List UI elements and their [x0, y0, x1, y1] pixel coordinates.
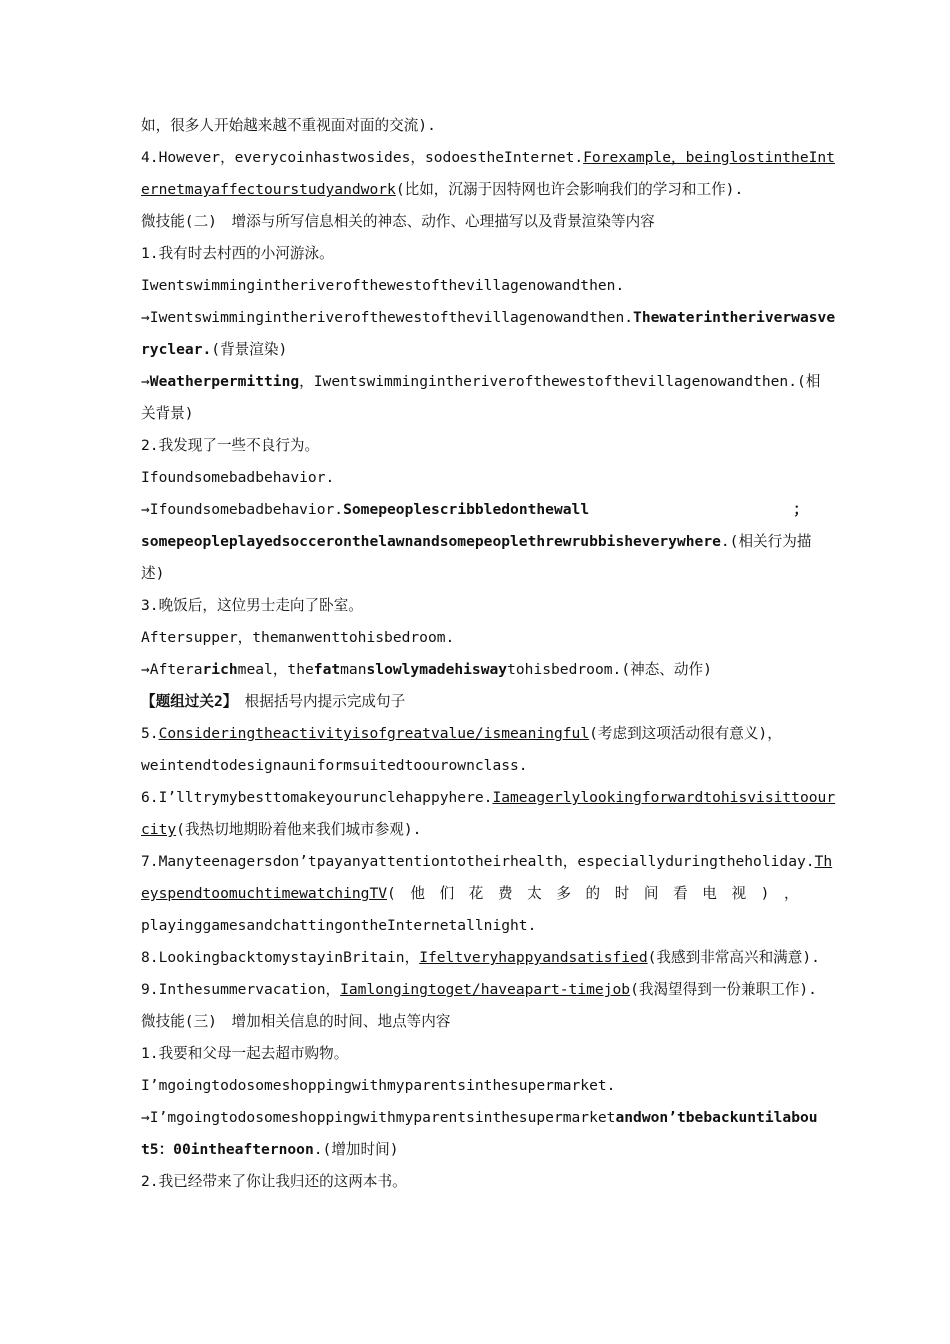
text-line — [141, 852, 833, 872]
text-line — [141, 180, 811, 200]
text-segment: meal，the — [237, 661, 314, 678]
text-segment: →Aftera — [141, 661, 203, 678]
text-line — [141, 1108, 818, 1128]
text-segment: (背景渲染) — [211, 341, 288, 358]
text-segment: ( 他 们 花 费 太 多 的 时 间 看 电 视 ) ， — [387, 885, 799, 902]
text-line — [141, 468, 811, 488]
text-segment: →Ifoundsomebadbehavior. — [141, 501, 344, 518]
text-segment: 9.Inthesummervacation， — [141, 981, 341, 998]
text-line — [141, 372, 821, 392]
text-segment: 2.我发现了一些不良行为。 — [141, 437, 320, 454]
answer-text: Iamlongingtoget/haveapart-timejob — [340, 981, 631, 998]
text-segment: 4.However，everycoinhastwosides，sodoestheInternet. — [141, 149, 584, 166]
text-segment: →I’mgoingtodosomeshoppingwithmyparentsinthesupermarket — [141, 1109, 616, 1126]
text-line — [141, 980, 817, 1000]
answer-text: Consideringtheactivityisofgreatvalue/ismeaningful — [158, 725, 590, 742]
answer-text: Ifeltveryhappyandsatisfied — [419, 949, 648, 966]
text-line — [141, 212, 811, 232]
text-segment: 5. — [141, 725, 159, 742]
text-line — [141, 308, 836, 328]
bold-text: 【题组过关2】 — [141, 693, 231, 710]
text-line — [141, 148, 835, 168]
text-segment: 2.我已经带来了你让我归还的这两本书。 — [141, 1173, 407, 1190]
text-line — [141, 948, 820, 968]
text-line — [141, 276, 811, 296]
text-line — [141, 436, 811, 456]
bold-text: ryclear. — [141, 341, 212, 358]
bold-text: Thewaterintheriverwasve — [633, 309, 836, 326]
bold-text: somepeopleplayedsocceronthelawnandsomepeoplethrewrubbisheverywhere — [141, 533, 721, 550]
text-line — [141, 596, 811, 616]
text-segment: → — [141, 373, 150, 390]
text-segment: 微技能(三) 增加相关信息的时间、地点等内容 — [141, 1013, 451, 1030]
text-segment: 根据括号内提示完成句子 — [230, 693, 406, 710]
text-segment: ，Iwentswimmingintheriverofthewestofthevillagenowandthen.(相 — [299, 373, 821, 390]
text-line — [141, 884, 811, 904]
text-segment: (我渴望得到一份兼职工作). — [630, 981, 817, 998]
text-line — [141, 500, 811, 520]
text-segment: weintendtodesignauniformsuitedtoourownclass. — [141, 757, 528, 774]
text-segment: 7.Manyteenagersdon’tpayanyattentiontotheirhealth，especiallyduringtheholiday. — [141, 853, 815, 870]
text-segment: 如，很多人开始越来越不重视面对面的交流). — [141, 117, 436, 134]
answer-text: Iameagerlylookingforwardtohisvisittoour — [492, 789, 836, 806]
answer-text: ernetmayaffectourstudyandwork — [141, 181, 396, 198]
text-line — [141, 916, 811, 936]
text-segment: I’mgoingtodosomeshoppingwithmyparentsinthesupermarket. — [141, 1077, 616, 1094]
text-line — [141, 820, 811, 840]
text-line — [141, 692, 811, 712]
text-segment: (我感到非常高兴和满意). — [647, 949, 820, 966]
bold-text: Weatherpermitting — [149, 373, 300, 390]
text-segment: (比如，沉溺于因特网也许会影响我们的学习和工作). — [395, 181, 744, 198]
bold-text: fat — [313, 661, 341, 678]
text-line — [141, 788, 836, 808]
text-line — [141, 756, 811, 776]
text-segment: Aftersupper，themanwenttohisbedroom. — [141, 629, 455, 646]
text-line — [141, 1044, 811, 1064]
text-line — [141, 724, 811, 744]
answer-text: eyspendtoomuchtimewatchingTV — [141, 885, 388, 902]
text-segment: (我热切地期盼着他来我们城市参观). — [176, 821, 422, 838]
answer-text: Forexample，beinglostintheInt — [583, 149, 835, 166]
text-segment: man — [340, 661, 367, 678]
text-segment: 3.晚饭后，这位男士走向了卧室。 — [141, 597, 363, 614]
bold-text: andwon’tbebackuntilabou — [615, 1109, 818, 1126]
text-segment: 1.我要和父母一起去超市购物。 — [141, 1045, 349, 1062]
text-line — [141, 628, 811, 648]
text-line — [141, 116, 811, 136]
text-segment: .(相关行为描 — [720, 533, 812, 550]
text-line — [141, 1076, 811, 1096]
text-segment: Ifoundsomebadbehavior. — [141, 469, 335, 486]
text-line — [141, 340, 811, 360]
text-line — [141, 660, 811, 680]
text-segment: (考虑到这项活动很有意义)， — [589, 725, 782, 742]
answer-text: city — [141, 821, 177, 838]
text-segment: tohisbedroom.(神态、动作) — [507, 661, 712, 678]
text-line — [141, 244, 811, 264]
bold-text: slowlymadehisway — [366, 661, 508, 678]
text-segment: 8.LookingbacktomystayinBritain， — [141, 949, 420, 966]
text-segment: →Iwentswimmingintheriverofthewestofthevillagenowandthen. — [141, 309, 634, 326]
text-line — [141, 404, 811, 424]
text-line — [141, 1140, 811, 1160]
text-segment: 微技能(二) 增添与所写信息相关的神态、动作、心理描写以及背景渲染等内容 — [141, 213, 655, 230]
bold-text: ； — [589, 501, 809, 518]
bold-text: Somepeoplescribbledonthewall — [343, 501, 590, 518]
text-segment: 1.我有时去村西的小河游泳。 — [141, 245, 334, 262]
text-segment: 关背景) — [141, 405, 194, 422]
text-segment: 6.I’lltrymybesttomakeyourunclehappyhere. — [141, 789, 493, 806]
text-line — [141, 1012, 811, 1032]
text-line — [141, 564, 811, 584]
text-segment: Iwentswimmingintheriverofthewestofthevillagenowandthen. — [141, 277, 625, 294]
text-segment: .(增加时间) — [313, 1141, 399, 1158]
text-segment: 述) — [141, 565, 165, 582]
text-line — [141, 1172, 811, 1192]
text-segment: playinggamesandchattingontheInternetallnight. — [141, 917, 537, 934]
bold-text: rich — [202, 661, 238, 678]
bold-text: t5：00intheafternoon — [141, 1141, 314, 1158]
answer-text: Th — [814, 853, 833, 870]
text-line — [141, 532, 811, 552]
